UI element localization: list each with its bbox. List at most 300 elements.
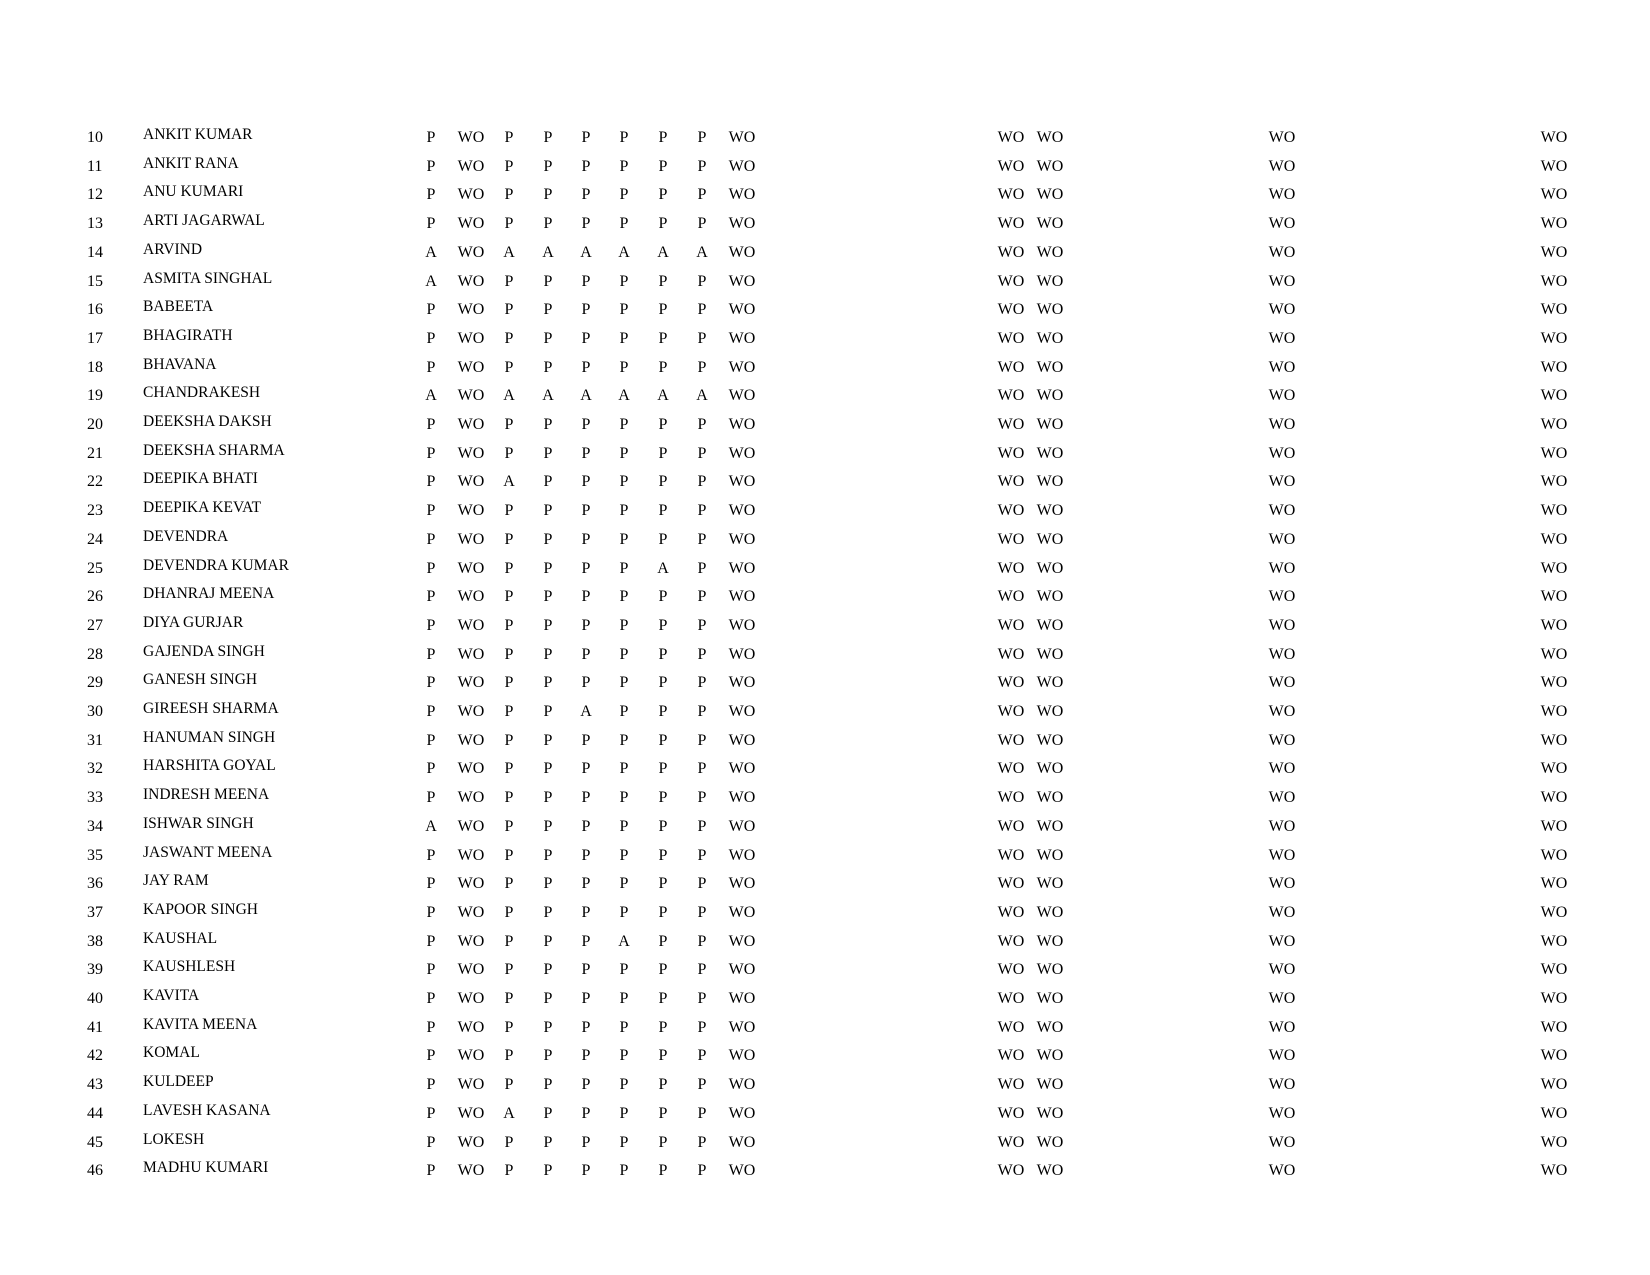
employee-name: KAPOOR SINGH (143, 900, 258, 918)
weekly-off-mark: WO (1036, 817, 1064, 835)
employee-name: HARSHITA GOYAL (143, 757, 276, 775)
weekly-off-mark: WO (1540, 1133, 1568, 1151)
weekly-off-mark: WO (1540, 703, 1568, 720)
attendance-mark: A (425, 817, 437, 835)
weekly-off-mark: WO (1540, 530, 1568, 548)
attendance-mark: P (619, 903, 629, 921)
weekly-off-mark: WO (1540, 502, 1568, 520)
attendance-mark: P (543, 961, 553, 979)
attendance-mark: P (619, 703, 629, 720)
attendance-mark: P (658, 129, 668, 146)
attendance-mark: WO (457, 358, 485, 376)
attendance-mark: A (618, 243, 630, 261)
employee-name: BABEETA (143, 298, 214, 316)
attendance-mark: P (581, 1076, 591, 1094)
attendance-mark: P (697, 329, 707, 347)
weekly-off-mark: WO (997, 473, 1025, 491)
attendance-mark: P (426, 186, 436, 204)
weekly-off-mark: WO (1036, 588, 1064, 606)
attendance-mark: P (504, 272, 514, 290)
serial-number: 28 (87, 645, 103, 663)
attendance-mark: P (581, 530, 591, 548)
weekly-off-mark: WO (1036, 444, 1064, 462)
attendance-mark: WO (728, 846, 756, 864)
attendance-mark: P (426, 674, 436, 692)
table-row (0, 874, 1650, 902)
attendance-mark: P (697, 1133, 707, 1151)
attendance-mark: P (504, 990, 514, 1007)
attendance-mark: P (697, 559, 707, 577)
attendance-mark: P (697, 645, 707, 663)
attendance-mark: P (619, 846, 629, 864)
attendance-mark: A (425, 272, 437, 290)
employee-name: DEEKSHA SHARMA (143, 441, 285, 459)
attendance-mark: P (619, 990, 629, 1007)
attendance-mark: P (619, 645, 629, 663)
attendance-mark: WO (728, 1162, 756, 1180)
attendance-mark: P (619, 358, 629, 376)
attendance-mark: A (425, 387, 437, 405)
attendance-mark: P (697, 1162, 707, 1180)
attendance-mark: WO (728, 645, 756, 663)
attendance-mark: P (658, 903, 668, 921)
attendance-mark: P (426, 875, 436, 893)
employee-name: ARTI JAGARWAL (143, 212, 265, 230)
table-row (0, 501, 1650, 529)
weekly-off-mark: WO (1036, 645, 1064, 663)
weekly-off-mark: WO (1540, 1076, 1568, 1094)
weekly-off-mark: WO (1540, 243, 1568, 261)
serial-number: 36 (87, 875, 103, 893)
attendance-mark: P (426, 789, 436, 807)
weekly-off-mark: WO (997, 129, 1025, 146)
weekly-off-mark: WO (1268, 1047, 1296, 1065)
serial-number: 42 (87, 1047, 103, 1065)
attendance-mark: P (697, 674, 707, 692)
attendance-mark: P (697, 444, 707, 462)
attendance-mark: P (619, 157, 629, 175)
weekly-off-mark: WO (997, 645, 1025, 663)
weekly-off-mark: WO (1540, 1104, 1568, 1122)
attendance-mark: P (697, 731, 707, 749)
attendance-mark: P (504, 129, 514, 146)
weekly-off-mark: WO (1036, 616, 1064, 634)
attendance-mark: WO (457, 645, 485, 663)
serial-number: 29 (87, 674, 103, 692)
weekly-off-mark: WO (1036, 846, 1064, 864)
attendance-mark: P (543, 444, 553, 462)
weekly-off-mark: WO (1036, 703, 1064, 720)
attendance-mark: P (543, 703, 553, 720)
weekly-off-mark: WO (1540, 616, 1568, 634)
attendance-mark: P (543, 530, 553, 548)
table-row (0, 1046, 1650, 1074)
attendance-mark: P (581, 1162, 591, 1180)
attendance-mark: P (658, 1162, 668, 1180)
attendance-mark: WO (457, 272, 485, 290)
attendance-mark: P (697, 1076, 707, 1094)
attendance-mark: P (658, 473, 668, 491)
attendance-mark: P (504, 416, 514, 433)
attendance-mark: P (543, 215, 553, 233)
table-row (0, 759, 1650, 787)
weekly-off-mark: WO (1268, 817, 1296, 835)
attendance-mark: P (426, 329, 436, 347)
attendance-mark: WO (457, 157, 485, 175)
attendance-mark: WO (457, 129, 485, 146)
attendance-mark: P (697, 301, 707, 319)
employee-name: DEEPIKA KEVAT (143, 499, 262, 517)
attendance-mark: WO (728, 272, 756, 290)
employee-name: GANESH SINGH (143, 671, 258, 689)
weekly-off-mark: WO (997, 329, 1025, 347)
attendance-mark: A (503, 1104, 515, 1122)
employee-name: KAUSHLESH (143, 958, 236, 976)
attendance-mark: P (658, 530, 668, 548)
attendance-mark: WO (728, 502, 756, 520)
serial-number: 34 (87, 817, 103, 835)
attendance-mark: WO (728, 760, 756, 778)
table-row (0, 587, 1650, 615)
attendance-mark: P (697, 789, 707, 807)
weekly-off-mark: WO (1268, 559, 1296, 577)
weekly-off-mark: WO (1268, 416, 1296, 433)
weekly-off-mark: WO (997, 215, 1025, 233)
employee-name: MADHU KUMARI (143, 1159, 269, 1177)
employee-name: BHAVANA (143, 355, 217, 373)
serial-number: 40 (87, 990, 103, 1007)
table-row (0, 269, 1650, 300)
weekly-off-mark: WO (1268, 846, 1296, 864)
serial-number: 18 (87, 358, 103, 376)
attendance-mark: WO (457, 186, 485, 204)
weekly-off-mark: WO (1036, 157, 1064, 175)
attendance-mark: P (504, 1047, 514, 1065)
attendance-mark: P (619, 875, 629, 893)
attendance-mark: P (504, 961, 514, 979)
attendance-mark: P (619, 329, 629, 347)
attendance-mark: P (658, 301, 668, 319)
attendance-mark: P (543, 731, 553, 749)
attendance-mark: A (696, 387, 708, 405)
attendance-mark: P (581, 961, 591, 979)
serial-number: 11 (87, 157, 103, 175)
attendance-mark: P (619, 760, 629, 778)
attendance-mark: P (581, 272, 591, 290)
weekly-off-mark: WO (1268, 674, 1296, 692)
attendance-mark: WO (457, 990, 485, 1007)
attendance-mark: A (503, 243, 515, 261)
employee-name: KAVITA MEENA (143, 1015, 258, 1033)
weekly-off-mark: WO (997, 186, 1025, 204)
weekly-off-mark: WO (997, 760, 1025, 778)
weekly-off-mark: WO (1036, 329, 1064, 347)
weekly-off-mark: WO (1036, 215, 1064, 233)
weekly-off-mark: WO (997, 1104, 1025, 1122)
attendance-mark: P (543, 1047, 553, 1065)
attendance-mark: WO (457, 903, 485, 921)
attendance-mark: P (697, 502, 707, 520)
attendance-mark: WO (457, 502, 485, 520)
weekly-off-mark: WO (1036, 875, 1064, 893)
weekly-off-mark: WO (997, 731, 1025, 749)
serial-number: 35 (87, 846, 103, 864)
employee-name: BHAGIRATH (143, 326, 233, 344)
weekly-off-mark: WO (997, 243, 1025, 261)
weekly-off-mark: WO (1036, 903, 1064, 921)
attendance-mark: P (504, 731, 514, 749)
attendance-mark: P (619, 731, 629, 749)
employee-name: INDRESH MEENA (143, 786, 270, 804)
attendance-mark: WO (728, 215, 756, 233)
attendance-mark: P (426, 932, 436, 950)
attendance-mark: WO (457, 1018, 485, 1036)
serial-number: 21 (87, 444, 103, 462)
weekly-off-mark: WO (1036, 186, 1064, 204)
attendance-mark: P (504, 559, 514, 577)
attendance-mark: P (504, 789, 514, 807)
attendance-mark: P (619, 129, 629, 146)
attendance-mark: P (543, 416, 553, 433)
attendance-mark: P (619, 530, 629, 548)
attendance-mark: P (581, 186, 591, 204)
attendance-mark: P (697, 961, 707, 979)
attendance-mark: WO (457, 215, 485, 233)
attendance-mark: P (504, 1076, 514, 1094)
serial-number: 38 (87, 932, 103, 950)
weekly-off-mark: WO (1268, 932, 1296, 950)
employee-name: DEVENDRA KUMAR (143, 556, 289, 574)
attendance-mark: P (426, 502, 436, 520)
weekly-off-mark: WO (1268, 129, 1296, 146)
attendance-mark: WO (457, 703, 485, 720)
attendance-mark: P (581, 760, 591, 778)
employee-name: ANKIT RANA (143, 154, 239, 172)
serial-number: 33 (87, 789, 103, 807)
attendance-mark: A (580, 387, 592, 405)
weekly-off-mark: WO (997, 674, 1025, 692)
attendance-mark: P (543, 789, 553, 807)
attendance-mark: WO (728, 186, 756, 204)
attendance-mark: WO (457, 731, 485, 749)
weekly-off-mark: WO (1036, 961, 1064, 979)
weekly-off-mark: WO (1036, 272, 1064, 290)
attendance-mark: P (543, 674, 553, 692)
weekly-off-mark: WO (1540, 932, 1568, 950)
attendance-mark: P (658, 846, 668, 864)
table-row (0, 843, 1650, 874)
attendance-mark: WO (457, 846, 485, 864)
attendance-mark: P (697, 1104, 707, 1122)
attendance-mark: P (697, 129, 707, 146)
attendance-mark: P (697, 530, 707, 548)
weekly-off-mark: WO (1540, 1047, 1568, 1065)
attendance-mark: P (426, 1104, 436, 1122)
table-row (0, 989, 1650, 1017)
attendance-mark: P (697, 215, 707, 233)
weekly-off-mark: WO (1540, 789, 1568, 807)
weekly-off-mark: WO (1268, 272, 1296, 290)
serial-number: 20 (87, 416, 103, 433)
weekly-off-mark: WO (1036, 129, 1064, 146)
weekly-off-mark: WO (1036, 990, 1064, 1007)
attendance-mark: P (426, 731, 436, 749)
attendance-mark: P (504, 215, 514, 233)
attendance-mark: P (658, 616, 668, 634)
weekly-off-mark: WO (1268, 473, 1296, 491)
attendance-mark: P (658, 1018, 668, 1036)
attendance-mark: P (581, 358, 591, 376)
attendance-mark: P (658, 588, 668, 606)
attendance-mark: P (426, 1076, 436, 1094)
attendance-mark: P (658, 703, 668, 720)
weekly-off-mark: WO (997, 358, 1025, 376)
attendance-mark: P (697, 473, 707, 491)
attendance-mark: P (619, 674, 629, 692)
attendance-mark: P (697, 846, 707, 864)
employee-name: ANU KUMARI (143, 183, 244, 201)
weekly-off-mark: WO (1268, 961, 1296, 979)
weekly-off-mark: WO (1268, 1162, 1296, 1180)
attendance-mark: P (504, 903, 514, 921)
weekly-off-mark: WO (1036, 301, 1064, 319)
attendance-mark: P (619, 1162, 629, 1180)
serial-number: 43 (87, 1076, 103, 1094)
weekly-off-mark: WO (997, 272, 1025, 290)
attendance-mark: WO (457, 760, 485, 778)
attendance-mark: P (426, 846, 436, 864)
attendance-mark: WO (728, 329, 756, 347)
attendance-mark: A (580, 703, 592, 720)
attendance-mark: P (543, 817, 553, 835)
attendance-mark: P (658, 1076, 668, 1094)
table-row (0, 240, 1650, 271)
attendance-mark: P (658, 416, 668, 433)
attendance-mark: P (619, 473, 629, 491)
attendance-mark: P (581, 559, 591, 577)
attendance-mark: WO (457, 473, 485, 491)
weekly-off-mark: WO (1268, 215, 1296, 233)
weekly-off-mark: WO (1540, 990, 1568, 1007)
attendance-mark: WO (728, 301, 756, 319)
employee-name: LAVESH KASANA (143, 1101, 271, 1119)
attendance-mark: P (697, 157, 707, 175)
weekly-off-mark: WO (1268, 444, 1296, 462)
weekly-off-mark: WO (1268, 358, 1296, 376)
weekly-off-mark: WO (1540, 444, 1568, 462)
weekly-off-mark: WO (1268, 875, 1296, 893)
weekly-off-mark: WO (1268, 1018, 1296, 1036)
attendance-mark: P (504, 186, 514, 204)
attendance-mark: P (581, 616, 591, 634)
weekly-off-mark: WO (1540, 903, 1568, 921)
attendance-mark: P (581, 789, 591, 807)
attendance-mark: WO (728, 444, 756, 462)
weekly-off-mark: WO (1540, 186, 1568, 204)
attendance-mark: P (697, 990, 707, 1007)
weekly-off-mark: WO (1036, 1104, 1064, 1122)
weekly-off-mark: WO (1540, 1162, 1568, 1180)
attendance-mark: P (697, 358, 707, 376)
serial-number: 30 (87, 703, 103, 720)
weekly-off-mark: WO (1268, 588, 1296, 606)
attendance-mark: WO (457, 961, 485, 979)
weekly-off-mark: WO (997, 502, 1025, 520)
serial-number: 13 (87, 215, 103, 233)
attendance-mark: A (580, 243, 592, 261)
attendance-mark: P (504, 760, 514, 778)
attendance-mark: P (619, 616, 629, 634)
table-row (0, 556, 1650, 587)
table-row (0, 386, 1650, 414)
attendance-mark: P (619, 1133, 629, 1151)
attendance-mark: P (543, 875, 553, 893)
weekly-off-mark: WO (1036, 473, 1064, 491)
attendance-mark: P (543, 473, 553, 491)
attendance-mark: P (697, 1018, 707, 1036)
attendance-mark: WO (728, 157, 756, 175)
attendance-mark: WO (728, 731, 756, 749)
weekly-off-mark: WO (1540, 129, 1568, 146)
weekly-off-mark: WO (1268, 703, 1296, 720)
attendance-mark: P (426, 645, 436, 663)
attendance-mark: P (543, 186, 553, 204)
weekly-off-mark: WO (1268, 530, 1296, 548)
employee-name: LOKESH (143, 1130, 205, 1148)
attendance-mark: P (543, 616, 553, 634)
attendance-mark: P (697, 186, 707, 204)
attendance-mark: WO (457, 1133, 485, 1151)
weekly-off-mark: WO (1036, 416, 1064, 433)
attendance-mark: P (581, 1104, 591, 1122)
weekly-off-mark: WO (1268, 903, 1296, 921)
employee-name: GAJENDA SINGH (143, 642, 265, 660)
attendance-mark: P (658, 1047, 668, 1065)
weekly-off-mark: WO (997, 387, 1025, 405)
weekly-off-mark: WO (1036, 1018, 1064, 1036)
attendance-mark: P (658, 789, 668, 807)
serial-number: 32 (87, 760, 103, 778)
attendance-mark: A (542, 387, 554, 405)
attendance-mark: P (426, 1018, 436, 1036)
weekly-off-mark: WO (1540, 473, 1568, 491)
table-row (0, 128, 1650, 156)
table-row (0, 814, 1650, 845)
attendance-mark: P (504, 358, 514, 376)
attendance-mark: WO (728, 789, 756, 807)
table-row (0, 702, 1650, 730)
attendance-mark: P (581, 817, 591, 835)
weekly-off-mark: WO (997, 1162, 1025, 1180)
attendance-mark: P (658, 760, 668, 778)
weekly-off-mark: WO (1540, 301, 1568, 319)
attendance-mark: WO (728, 530, 756, 548)
attendance-mark: P (658, 1104, 668, 1122)
attendance-mark: A (657, 559, 669, 577)
attendance-mark: WO (457, 559, 485, 577)
attendance-mark: P (619, 416, 629, 433)
weekly-off-mark: WO (997, 846, 1025, 864)
serial-number: 10 (87, 129, 103, 146)
table-row (0, 527, 1650, 558)
weekly-off-mark: WO (1268, 157, 1296, 175)
attendance-mark: P (697, 817, 707, 835)
weekly-off-mark: WO (997, 990, 1025, 1007)
attendance-mark: WO (728, 1047, 756, 1065)
employee-name: ASMITA SINGHAL (143, 269, 273, 287)
weekly-off-mark: WO (997, 932, 1025, 950)
employee-name: ANKIT KUMAR (143, 126, 253, 143)
